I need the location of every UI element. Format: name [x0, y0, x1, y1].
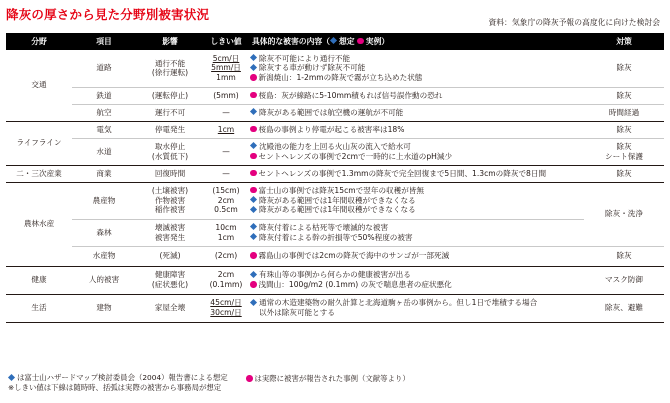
header-field: 分野 — [6, 33, 72, 50]
actual-dot-icon — [357, 38, 364, 45]
table-row — [6, 165, 664, 182]
measures-cell: 除灰 — [584, 246, 664, 266]
actual-dot-icon — [250, 187, 257, 194]
impact-cell: (運転停止) — [136, 87, 204, 104]
threshold-cell: 5cm/日 5mm/日 1mm — [204, 50, 248, 87]
damage-table — [6, 33, 664, 323]
assumed-diamond-icon — [250, 142, 257, 149]
assumed-diamond-icon — [250, 196, 257, 203]
assumed-diamond-icon — [250, 299, 257, 306]
assumed-diamond-icon — [330, 37, 337, 44]
measures-cell: 除灰 — [584, 87, 664, 104]
table-row — [6, 87, 664, 104]
threshold-cell: (15cm) 2cm 0.5cm — [204, 182, 248, 219]
impact-cell: (土壌被害) 作物被害 稲作被害 — [136, 182, 204, 219]
item-cell: 電気 — [72, 121, 136, 138]
threshold-cell: 1cm — [204, 121, 248, 138]
impact-cell: (死滅) — [136, 246, 204, 266]
assumed-diamond-icon — [250, 233, 257, 240]
item-cell: 水道 — [72, 138, 136, 165]
measures-cell: 除灰 — [584, 50, 664, 87]
desc-cell: 通常の木造建築物の耐久計算と北海道駒ヶ岳の事例から。但し1日で堆積する場合 以外は除灰可能とする — [248, 294, 584, 322]
item-cell: 航空 — [72, 104, 136, 121]
threshold-cell: 10cm 1cm — [204, 219, 248, 246]
impact-cell: 健康障害 (症状悪化) — [136, 266, 204, 294]
table-row — [6, 266, 664, 294]
legend-threshold-note: ※しきい値は下線は随時時、括弧は実際の被害から事務局が想定 — [8, 382, 222, 392]
desc-cell: セントヘレンズの事例で1.3mmの降灰で完全回復まで5日間、1.3cmの降灰で8日間 — [248, 165, 584, 182]
header-item: 項目 — [72, 33, 136, 50]
threshold-cell: — — [204, 165, 248, 182]
table-row — [6, 294, 664, 322]
item-cell: 森林 — [72, 219, 136, 246]
item-cell: 農産物 — [72, 182, 136, 219]
assumed-diamond-icon — [250, 223, 257, 230]
desc-cell: 桜島の事例より停電が起こる被害率は18% — [248, 121, 584, 138]
assumed-diamond-icon — [250, 54, 257, 61]
item-cell: 建物 — [72, 294, 136, 322]
desc-cell: 富士山の事例では降灰15cmで翌年の収穫が皆無 降灰がある範囲では1年間収穫ができなくなる 降灰がある範囲では1年間収穫ができなくなる — [248, 182, 584, 219]
measures-cell: マスク防御 — [584, 266, 664, 294]
table-row — [6, 246, 664, 266]
actual-dot-icon — [246, 375, 253, 382]
actual-dot-icon — [250, 126, 257, 133]
field-cell: 二・三次産業 — [6, 165, 72, 182]
desc-cell: 除灰不可能により通行不能 除灰する車が動けず除灰不可能 新潟焼山：1-2mmの降灰で霧が立ち込めた状態 — [248, 50, 584, 87]
measures-cell: 除灰 — [584, 121, 664, 138]
actual-dot-icon — [250, 252, 257, 259]
item-cell: 道路 — [72, 50, 136, 87]
threshold-cell: — — [204, 104, 248, 121]
table-row — [6, 50, 664, 87]
table-row — [6, 104, 664, 121]
item-cell: 人的被害 — [72, 266, 136, 294]
assumed-diamond-icon — [250, 271, 257, 278]
actual-dot-icon — [250, 74, 257, 81]
legend-notes — [8, 373, 228, 393]
desc-cell: 降灰がある範囲では航空機の運航が不可能 — [248, 104, 584, 121]
desc-cell: 有珠山等の事例から何らかの健康被害が出る 浅間山：100g/m2 (0.1mm) の灰で喘息患者の症状悪化 — [248, 266, 584, 294]
item-cell: 鉄道 — [72, 87, 136, 104]
impact-cell: 運行不可 — [136, 104, 204, 121]
table-row — [6, 138, 664, 165]
header-measures: 対策 — [584, 33, 664, 50]
actual-dot-icon — [250, 92, 257, 99]
source-note: 資料：気象庁の降灰予報の高度化に向けた検討会 — [488, 18, 660, 27]
page-title: 降灰の厚さから見た分野別被害状況 — [6, 7, 210, 22]
assumed-diamond-icon — [250, 64, 257, 71]
threshold-cell: 2cm (0.1mm) — [204, 266, 248, 294]
assumed-diamond-icon — [250, 108, 257, 115]
measures-cell: 除灰、避難 — [584, 294, 664, 322]
actual-dot-icon — [250, 281, 257, 288]
threshold-cell: — — [204, 138, 248, 165]
measures-cell: 時間経過 — [584, 104, 664, 121]
threshold-cell: (2cm) — [204, 246, 248, 266]
assumed-diamond-icon — [250, 206, 257, 213]
actual-dot-icon — [250, 170, 257, 177]
threshold-cell: 45cm/日 30cm/日 — [204, 294, 248, 322]
header-desc: 具体的な被害の内容（ 想定 実例） — [248, 33, 584, 50]
measures-cell: 除灰 — [584, 165, 664, 182]
legend-actual: は実際に被害が報告された事例（文献等より） — [246, 373, 410, 384]
measures-cell: 除灰 シート保護 — [584, 138, 664, 165]
field-cell: ライフライン — [6, 121, 72, 165]
desc-cell: 桜島：灰が線路に5-10mm積もれば信号誤作動の恐れ — [248, 87, 584, 104]
header-impact: 影響 — [136, 33, 204, 50]
measures-cell: 除灰・洗浄 — [584, 182, 664, 246]
actual-dot-icon — [250, 153, 257, 160]
table-row — [6, 121, 664, 138]
impact-cell: 壊滅被害 被害発生 — [136, 219, 204, 246]
field-cell: 健康 — [6, 266, 72, 294]
item-cell: 水産物 — [72, 246, 136, 266]
desc-cell: 降灰付着による枯死等で壊滅的な被害 降灰付着による幹の折損等で50%程度の被害 — [248, 219, 584, 246]
item-cell: 商業 — [72, 165, 136, 182]
legend-assumed: は富士山ハザードマップ検討委員会（2004）報告書による想定 — [8, 373, 228, 383]
impact-cell: 回復時間 — [136, 165, 204, 182]
impact-cell: 通行不能 (徐行運転) — [136, 50, 204, 87]
field-cell: 交通 — [6, 50, 72, 121]
table-header — [6, 33, 664, 50]
header-threshold: しきい値 — [204, 33, 248, 50]
desc-cell: 霧島山の事例では2cmの降灰で海中のサンゴが一部死滅 — [248, 246, 584, 266]
impact-cell: 取水停止 (水質低下) — [136, 138, 204, 165]
field-cell: 生活 — [6, 294, 72, 322]
table-row — [6, 219, 664, 246]
threshold-cell: (5mm) — [204, 87, 248, 104]
impact-cell: 停電発生 — [136, 121, 204, 138]
field-cell: 農林水産 — [6, 182, 72, 266]
assumed-diamond-icon — [8, 373, 15, 380]
impact-cell: 家屋全壊 — [136, 294, 204, 322]
desc-cell: 沈殿池の能力を上回る火山灰の流入で給水可 セントヘレンズの事例で2cmで一時的に上水道のpH減少 — [248, 138, 584, 165]
table-row — [6, 182, 664, 219]
